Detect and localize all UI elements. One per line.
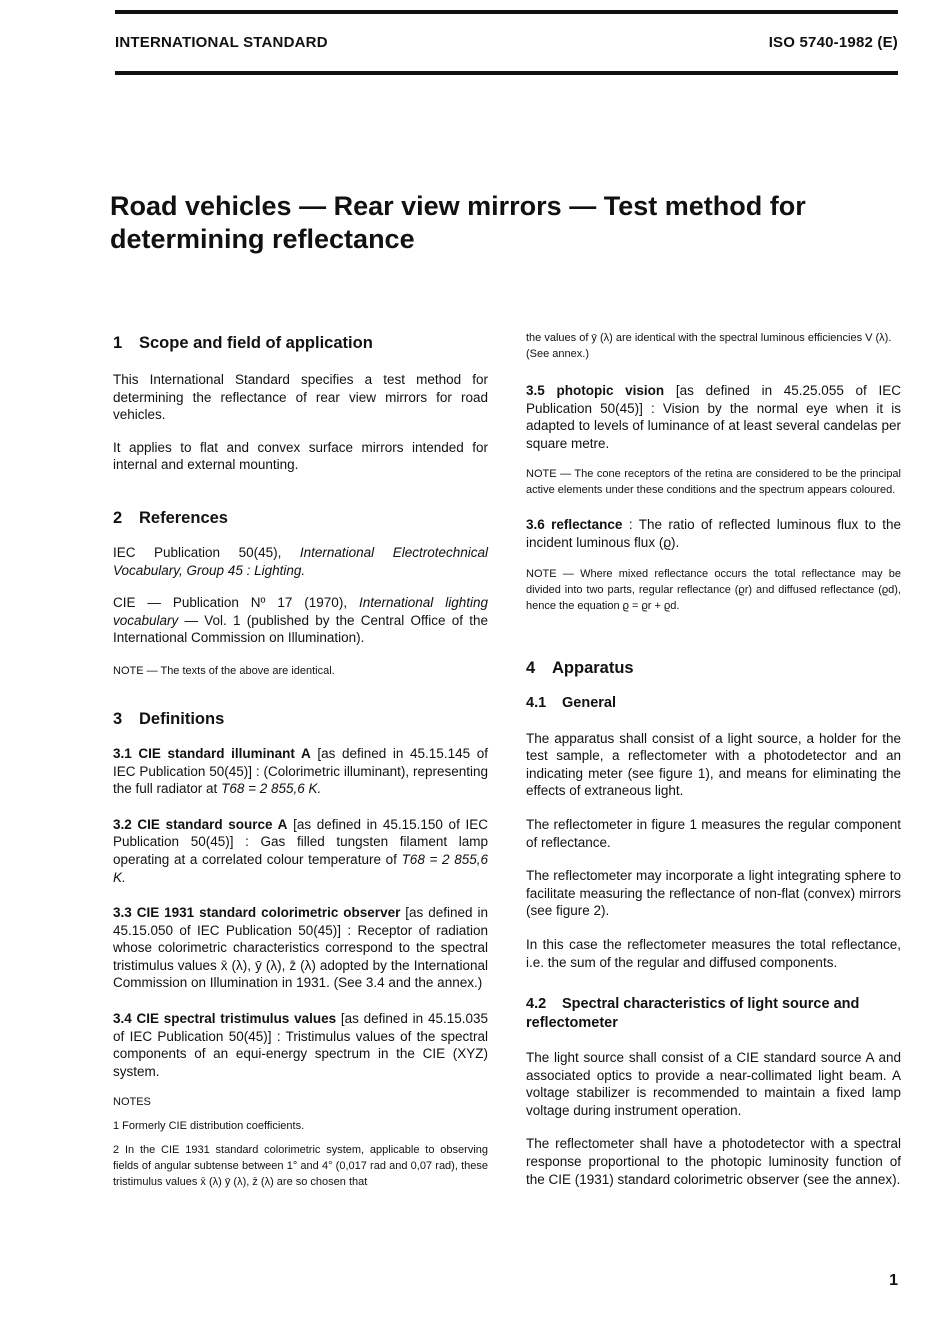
section-number: 3 (113, 709, 123, 728)
definition-3-5 (526, 382, 901, 452)
left-column (113, 333, 488, 1190)
section-4-heading (526, 658, 901, 678)
subsection-4-1-heading (526, 694, 901, 713)
paragraph: In this case the reflectometer measures the total reflectance, i.e. the sum of the regular and diffused components. (526, 936, 901, 970)
note-continuation: the values of ȳ (λ) are identical with the spectral luminous efficiencies V (λ). (See annex.) (526, 332, 892, 360)
note: 2 In the CIE 1931 standard colorimetric system, applicable to observing fields of angular subtense between 1° and 4° (0,017 rad and 0,07 rad), these tristimulus values x̄ (λ) ȳ (λ), z̄ (λ) are so chosen that (113, 1144, 488, 1189)
notes-label: NOTES (113, 1096, 151, 1109)
definition-term: 3.6 reflectance (526, 517, 623, 533)
definition-3-4 (113, 1010, 488, 1080)
subsection-4-2-heading (526, 995, 901, 1033)
section-title: Apparatus (552, 658, 634, 677)
definition-text: : The ratio of reflected luminous flux to the incident luminous flux (ϱ). (526, 517, 901, 550)
paragraph: The apparatus shall consist of a light source, a holder for the test sample, a reflectometer with a photodetector and an indicating meter (see figure 1), and means for eliminating the effects of extraneous light. (526, 730, 901, 799)
section-number: 1 (113, 334, 123, 352)
header-standard-label: INTERNATIONAL STANDARD (115, 34, 328, 51)
reference-text: — Vol. 1 (published by the Central Office of the International Commission on Illumination). (113, 612, 488, 646)
definition-text: [as defined in 45.15.150 of IEC Publication 50(45)] : Gas filled tungsten filament lamp operating at a correlated colour temperature of (113, 816, 488, 867)
header-document-number: ISO 5740-1982 (E) (768, 34, 898, 51)
definition-term: 3.1 CIE standard illuminant A (113, 745, 311, 761)
paragraph: The reflectometer shall have a photodetector with a spectral response proportional to the photopic luminosity function of the CIE (1931) standard colorimetric observer (see the annex). (526, 1136, 901, 1187)
subsection-number: 4.2 (526, 996, 547, 1013)
section-1-heading (113, 333, 488, 353)
definition-formula: T68 = 2 855,6 K. (221, 781, 322, 797)
document-title: Road vehicles — Rear view mirrors — Test method for determining reflectance (110, 191, 806, 254)
reference-title: International Electrotechnical Vocabulary, Group 45 : Lighting. (113, 544, 488, 578)
note: NOTE — The cone receptors of the retina are considered to be the principal active elements under these conditions and the spectrum appears coloured. (526, 468, 901, 497)
definition-3-3 (113, 904, 488, 992)
definition-3-2 (113, 816, 488, 886)
header-rule-top (115, 10, 898, 14)
definition-term: 3.5 photopic vision (526, 383, 665, 398)
note: NOTE — Where mixed reflectance occurs the total reflectance may be divided into two parts, regular reflectance (ϱr) and diffused reflectance (ϱd), hence the equation ϱ = ϱr + ϱd. (526, 567, 901, 612)
reference-text: IEC Publication 50(45), (113, 544, 282, 560)
paragraph: It applies to flat and convex surface mirrors intended for internal and external mounting. (113, 439, 488, 473)
section-number: 4 (526, 658, 536, 677)
paragraph: This International Standard specifies a test method for determining the reflectance of rear view mirrors for road vehicles. (113, 372, 488, 423)
paragraph: The reflectometer in figure 1 measures the regular component of reflectance. (526, 816, 901, 850)
section-title: References (139, 508, 228, 527)
definition-term: 3.3 CIE 1931 standard colorimetric observer (113, 905, 401, 921)
section-3-heading (113, 709, 488, 729)
definition-3-1 (113, 745, 488, 798)
section-2-heading (113, 508, 488, 528)
definition-formula: T68 = 2 855,6 K. (113, 851, 488, 885)
definition-term: 3.4 CIE spectral tristimulus values (113, 1011, 337, 1027)
paragraph: The light source shall consist of a CIE standard source A and associated optics to provide a near-collimated light beam. A voltage stabilizer is recommended to maintain a fixed lamp voltage during instrument operation. (526, 1050, 901, 1118)
definition-3-6 (526, 516, 901, 551)
definition-term: 3.2 CIE standard source A (113, 816, 288, 832)
definition-text: [as defined in 45.15.035 of IEC Publication 50(45)] : Tristimulus values of the spectral components of an equi-energy spectrum in the CIE (XYZ) system. (113, 1011, 488, 1079)
subsection-title: Spectral characteristics of light source and reflectometer (526, 996, 860, 1032)
section-number: 2 (113, 508, 123, 527)
definition-text: [as defined in 45.25.055 of IEC Publication 50(45)] : Vision by the normal eye when it is adapted to levels of luminance of at least several candelas per square metre. (526, 383, 901, 451)
reference-cie (113, 594, 488, 647)
section-title: Scope and field of application (139, 334, 373, 352)
right-column (526, 330, 901, 1188)
page-number: 1 (889, 1272, 898, 1289)
note: NOTE — The texts of the above are identical. (113, 664, 335, 677)
definition-text: [as defined in 45.15.145 of IEC Publication 50(45)] : (Colorimetric illuminant), representing the full radiator at (113, 745, 488, 797)
header-rule-bottom (115, 71, 898, 75)
definition-text: [as defined in 45.15.050 of IEC Publication 50(45)] : Receptor of radiation whose colorimetric characteristics correspond to the spectral tristimulus values x̄ (λ), ȳ (λ), z̄ (λ) adopted by the International Commission on Illumination in 1931. (See 3.4 and the annex.) (113, 905, 488, 991)
paragraph: The reflectometer may incorporate a light integrating sphere to facilitate measuring the reflectance of non-flat (convex) mirrors (see figure 2). (526, 868, 901, 919)
reference-title: International lighting vocabulary (113, 595, 488, 628)
subsection-title: General (562, 694, 616, 711)
note: 1 Formerly CIE distribution coefficients. (113, 1120, 305, 1133)
section-title: Definitions (139, 709, 225, 728)
reference-text: CIE — Publication Nº 17 (1970), (113, 595, 348, 611)
reference-iec (113, 544, 488, 579)
subsection-number: 4.1 (526, 694, 547, 711)
